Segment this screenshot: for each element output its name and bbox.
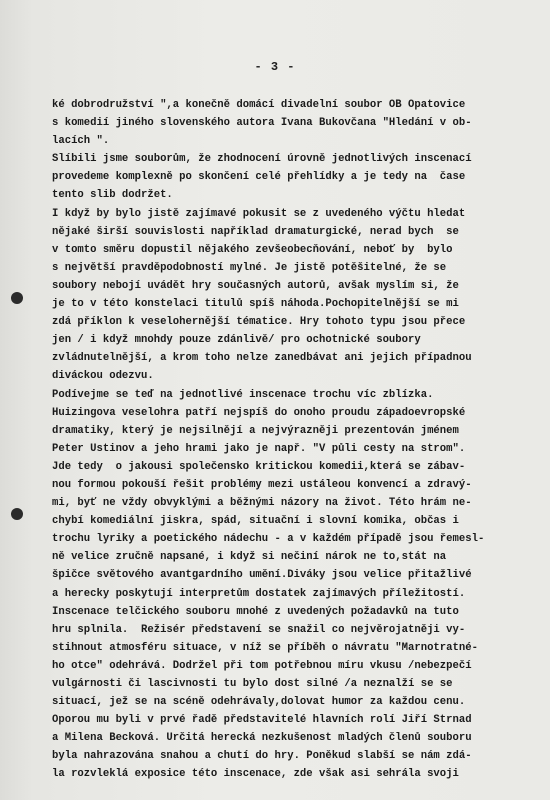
- text-line: trochu lyriky a poetického nádechu - a v každém případě jsou řemesl-: [52, 533, 485, 546]
- text-line: Slíbili jsme souborům, že zhodnocení úrovně jednotlivých inscenací: [52, 153, 472, 166]
- text-line: tento slib dodržet.: [52, 189, 173, 202]
- text-line: stihnout atmosféru situace, v níž se příběh o návratu "Marnotratné-: [52, 641, 478, 654]
- text-line: Podívejme se teď na jednotlivé inscenace trochu víc zblízka.: [52, 388, 434, 401]
- text-line: a Milena Becková. Určitá herecká nezkušenost mladých členů souboru: [52, 732, 472, 745]
- text-line: hru splnila. Režisér představení se snažil co nejvěrojatněji vy-: [52, 623, 466, 636]
- text-line: je to v této konstelaci titulů spíš náhoda.Pochopitelnější se mi: [52, 298, 459, 311]
- text-line: špičce světového avantgardního umění.Diváky jsou velice přitažlivé: [52, 569, 472, 582]
- text-line: vulgárnosti či lascivnosti tu bylo dost silné /a neznalží se se: [52, 678, 453, 690]
- punch-hole-icon: [11, 508, 23, 520]
- text-line: chybí komediální jiskra, spád, situační i slovní komika, občas i: [52, 515, 459, 528]
- text-line: provedeme komplexně po skončení celé přehlídky a je tedy na čase: [52, 171, 466, 184]
- text-line: nou formou pokouší řešit problémy mezi ustáleou konvencí a zdravý-: [52, 478, 472, 491]
- punch-hole-icon: [11, 292, 23, 304]
- text-line: mi, byť ne vždy obvyklými a běžnými názory na život. Této hrám ne-: [52, 497, 472, 510]
- body-text: [52, 96, 522, 784]
- text-line: ké dobrodružství ",a konečně domácí divadelní soubor OB Opatovice: [52, 99, 466, 111]
- text-line: ho otce" odehrává. Dodržel při tom potřebnou míru vkusu /nebezpečí: [52, 659, 472, 672]
- text-line: jen / i když mnohdy pouze zdánlivě/ pro ochotnické soubory: [52, 334, 421, 347]
- text-line: Oporou mu byli v prvé řadě představitelé hlavních rolí Jiří Strnad: [52, 714, 472, 727]
- text-line: situací, jež se na scéně odehrávaly,dolovat humor za každou cenu.: [52, 696, 466, 709]
- text-line: zdá příklon k veselohernější tématice. Hry tohoto typu jsou přece: [52, 316, 466, 329]
- text-line: Jde tedy o jakousi společensko kritickou komedii,která se zábav-: [52, 460, 466, 473]
- text-line: ně velice zručně napsané, i když si nečiní nárok ne to,stát na: [52, 551, 447, 564]
- text-line: zvládnutelnější, a krom toho nelze zanedbávat ani jejich případnou: [52, 352, 472, 365]
- text-line: byla nahrazována snahou a chutí do hry. Poněkud slabší se nám zdá-: [52, 750, 472, 763]
- text-line: la rozvleklá exposice této inscenace, zde však asi sehrála svoji: [52, 768, 459, 781]
- text-line: Huizingova veselohra patří nejspíš do onoho proudu západoevropské: [52, 406, 466, 419]
- text-line: a herecky poskytují interpretům dostatek zajímavých příležitostí.: [52, 587, 466, 600]
- text-line: lacích ".: [52, 135, 110, 148]
- page-number: - 3 -: [254, 60, 296, 74]
- text-line: s komedií jiného slovenského autora Ivana Bukovčana "Hledání v ob-: [52, 117, 472, 130]
- text-line: Peter Ustinov a jeho hrami jako je např. "V půli cesty na strom".: [52, 442, 466, 455]
- text-line: nějaké širší souvislosti například dramaturgické, nerad bych se: [52, 225, 459, 238]
- text-line: s největší pravděpodobností mylné. Je jistě potěšitelné, že se: [52, 261, 447, 274]
- text-line: Inscenace telčického souboru mnohé z uvedených požadavků na tuto: [52, 605, 459, 618]
- text-line: dramatiky, který je nejsilnějí a nejvýrazněji prezentován jménem: [52, 424, 459, 437]
- text-line: v tomto směru dopustil nějakého zevšeobecňování, neboť by bylo: [52, 243, 453, 256]
- text-line: diváckou odezvu.: [52, 370, 154, 383]
- text-line: I když by bylo jistě zajímavé pokusit se z uvedeného výčtu hledat: [52, 207, 466, 220]
- text-line: soubory nebojí uvádět hry současných autorů, avšak myslím si, že: [52, 279, 459, 292]
